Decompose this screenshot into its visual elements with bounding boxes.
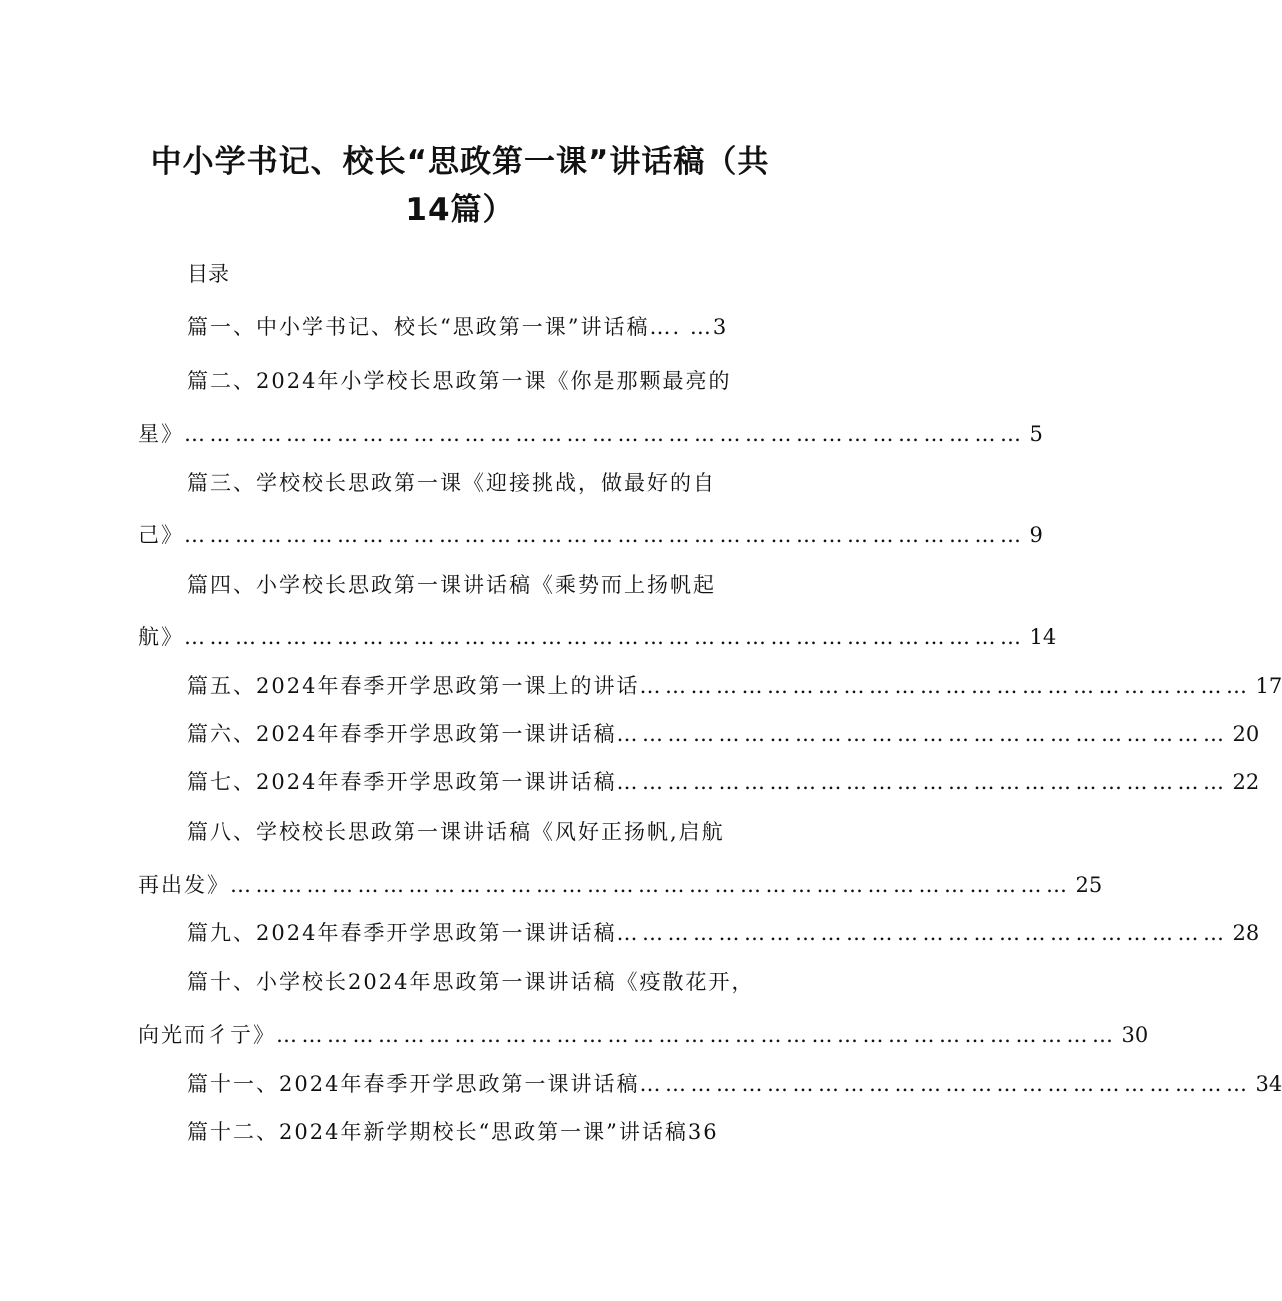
- document-title-line-1: 中小学书记、校长“思政第一课”讲话稿（共: [150, 144, 770, 180]
- toc-entry-6: [187, 718, 1260, 748]
- toc-entry-text: 星》: [138, 422, 184, 446]
- document-title-line-2: 14篇）: [405, 192, 515, 228]
- toc-entry-8: 篇八、学校校长思政第一课讲话稿《风好正扬帆,启航: [187, 820, 725, 844]
- leader-dots: ………………………………………………………………: [616, 722, 1229, 746]
- toc-entry-text: 己》: [138, 523, 184, 547]
- toc-entry-1: 篇一、中小学书记、校长“思政第一课”讲话稿…. …3: [187, 315, 729, 339]
- toc-page-number: 20: [1232, 722, 1260, 746]
- toc-entry-text: 篇七、2024年春季开学思政第一课讲话稿: [187, 770, 617, 794]
- toc-entry-5: [187, 670, 1282, 700]
- leader-dots: ………………………………………………………………: [639, 1072, 1252, 1096]
- toc-page-number: 9: [1029, 523, 1043, 547]
- toc-entry-2: 篇二、2024年小学校长思政第一课《你是那颗最亮的: [187, 369, 732, 393]
- toc-entry-7: [187, 766, 1260, 796]
- toc-page-number: 28: [1232, 921, 1260, 945]
- toc-heading: 目录: [187, 262, 229, 286]
- toc-page-number: 25: [1075, 873, 1103, 897]
- leader-dots: ………………………………………………………………………………………: [184, 625, 1026, 649]
- toc-page-number: 17: [1255, 674, 1282, 698]
- toc-entry-text: 向光而彳亍》: [138, 1023, 276, 1047]
- toc-entry-10: 篇十、小学校长2024年思政第一课讲话稿《疫散花开，: [187, 970, 755, 994]
- toc-entry-text: 篇九、2024年春季开学思政第一课讲话稿: [187, 921, 617, 945]
- leader-dots: ………………………………………………………………: [616, 770, 1229, 794]
- toc-entry-10-cont: [138, 1019, 1149, 1049]
- toc-page-number: 30: [1121, 1023, 1149, 1047]
- leader-dots: ………………………………………………………………………………………: [230, 873, 1072, 897]
- toc-entry-3: 篇三、学校校长思政第一课《迎接挑战，做最好的自: [187, 471, 716, 495]
- toc-entry-text: 篇五、2024年春季开学思政第一课上的讲话: [187, 674, 640, 698]
- leader-dots: ………………………………………………………………………………………: [184, 523, 1026, 547]
- toc-page-number: 5: [1029, 422, 1043, 446]
- toc-entry-3-cont: [138, 519, 1043, 549]
- leader-dots: ………………………………………………………………………………………: [184, 422, 1026, 446]
- toc-entry-4-cont: [138, 621, 1057, 651]
- toc-entry-text: 篇六、2024年春季开学思政第一课讲话稿: [187, 722, 617, 746]
- toc-entry-2-cont: [138, 418, 1043, 448]
- toc-entry-8-cont: [138, 869, 1103, 899]
- leader-dots: ………………………………………………………………………………………: [276, 1023, 1118, 1047]
- toc-entry-11: [187, 1068, 1282, 1098]
- toc-page-number: 34: [1255, 1072, 1282, 1096]
- leader-dots: ………………………………………………………………: [616, 921, 1229, 945]
- toc-entry-4: 篇四、小学校长思政第一课讲话稿《乘势而上扬帆起: [187, 573, 716, 597]
- toc-page-number: 14: [1029, 625, 1057, 649]
- toc-entry-text: 再出发》: [138, 873, 230, 897]
- toc-entry-9: [187, 917, 1260, 947]
- toc-entry-text: 航》: [138, 625, 184, 649]
- leader-dots: ………………………………………………………………: [639, 674, 1252, 698]
- toc-page-number: 22: [1232, 770, 1260, 794]
- toc-entry-text: 篇十一、2024年春季开学思政第一课讲话稿: [187, 1072, 640, 1096]
- toc-entry-12: 篇十二、2024年新学期校长“思政第一课”讲话稿36: [187, 1120, 719, 1144]
